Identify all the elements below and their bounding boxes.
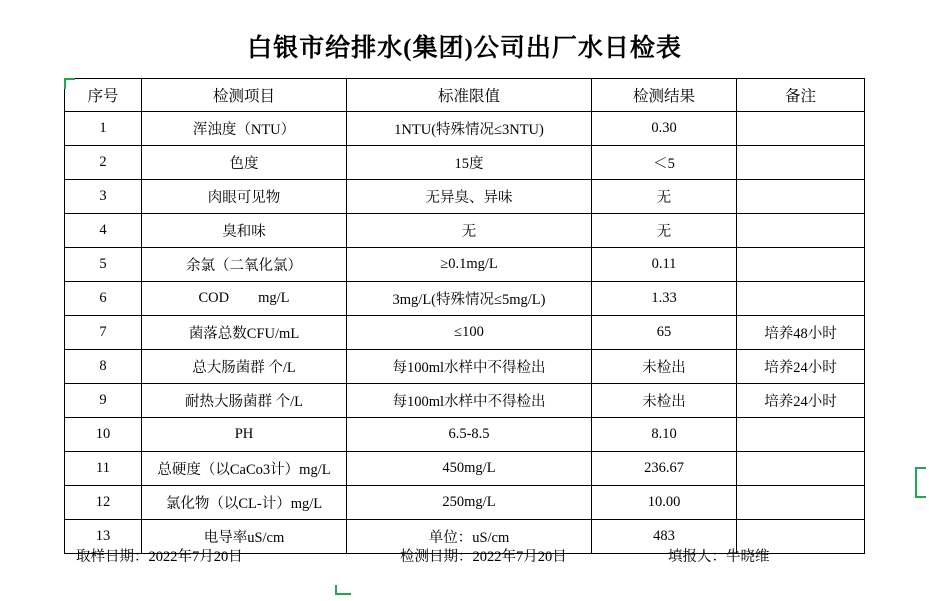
crop-mark-right — [915, 467, 926, 498]
cell-limit: 3mg/L(特殊情况≤5mg/L) — [347, 282, 592, 316]
table-row — [65, 282, 865, 316]
cell-note — [737, 214, 865, 248]
cell-note — [737, 452, 865, 486]
filler-name-label: 填报人：牛晓维 — [668, 549, 770, 565]
cell-limit: 无异臭、异味 — [347, 180, 592, 214]
cell-item-text: 总大肠菌群 个/L — [192, 360, 296, 376]
table-row — [65, 180, 865, 214]
table-row — [65, 384, 865, 418]
cell-note — [737, 248, 865, 282]
cell-result: ＜5 — [592, 146, 737, 180]
cell-result: 0.30 — [592, 112, 737, 146]
cell-limit: 6.5-8.5 — [347, 418, 592, 452]
crop-mark-bottom — [335, 585, 351, 595]
cell-note — [737, 112, 865, 146]
cell-result: 65 — [592, 316, 737, 350]
cell-item — [142, 418, 347, 452]
water-quality-report-table — [64, 78, 865, 554]
cell-limit: 250mg/L — [347, 486, 592, 520]
cell-item-text: COD mg/L — [198, 290, 290, 306]
cell-limit: 无 — [347, 214, 592, 248]
table-row — [65, 214, 865, 248]
cell-no: 6 — [65, 282, 142, 316]
cell-item — [142, 214, 347, 248]
cell-item-text: 臭和味 — [222, 224, 266, 240]
cell-item — [142, 180, 347, 214]
cell-item — [142, 486, 347, 520]
cell-limit: ≤100 — [347, 316, 592, 350]
sample-date-label: 取样日期：2022年7月20日 — [76, 549, 243, 565]
cell-note — [737, 146, 865, 180]
cell-item — [142, 146, 347, 180]
cell-item-text: 菌落总数CFU/mL — [188, 326, 300, 342]
cell-limit: 每100ml水样中不得检出 — [347, 350, 592, 384]
cell-no: 8 — [65, 350, 142, 384]
cell-result: 1.33 — [592, 282, 737, 316]
cell-item — [142, 452, 347, 486]
cell-limit: ≥0.1mg/L — [347, 248, 592, 282]
cell-result: 未检出 — [592, 350, 737, 384]
cell-no: 10 — [65, 418, 142, 452]
cell-limit: 15度 — [347, 146, 592, 180]
cell-note: 培养48小时 — [737, 316, 865, 350]
test-date-label: 检测日期：2022年7月20日 — [400, 549, 567, 565]
cell-item-text: 浑浊度（NTU） — [192, 122, 296, 138]
cell-no: 7 — [65, 316, 142, 350]
table-row — [65, 248, 865, 282]
page-title: 白银市给排水(集团)公司出厂水日检表 — [247, 35, 682, 62]
cell-result: 10.00 — [592, 486, 737, 520]
cell-no: 1 — [65, 112, 142, 146]
cell-note — [737, 486, 865, 520]
cell-item-text: PH — [234, 426, 254, 442]
column-header-item: 检测项目 — [142, 79, 347, 112]
cell-result: 8.10 — [592, 418, 737, 452]
cell-item-text: 总硬度（以CaCo3计）mg/L — [157, 462, 331, 478]
cell-no: 13 — [65, 520, 142, 554]
cell-result: 未检出 — [592, 384, 737, 418]
cell-item-text: 色度 — [229, 156, 259, 172]
cell-item — [142, 384, 347, 418]
cell-note — [737, 418, 865, 452]
table-row — [65, 418, 865, 452]
cell-no: 12 — [65, 486, 142, 520]
cell-item-text: 耐热大肠菌群 个/L — [184, 394, 303, 410]
cell-note: 培养24小时 — [737, 384, 865, 418]
column-header-result: 检测结果 — [592, 79, 737, 112]
column-header-note: 备注 — [737, 79, 865, 112]
table-row — [65, 452, 865, 486]
cell-no: 2 — [65, 146, 142, 180]
cell-item — [142, 316, 347, 350]
table-header-row — [65, 79, 865, 112]
cell-result: 无 — [592, 214, 737, 248]
table-row — [65, 316, 865, 350]
cell-item — [142, 248, 347, 282]
cell-no: 11 — [65, 452, 142, 486]
crop-mark-top-left — [64, 78, 75, 89]
footer — [64, 545, 864, 569]
cell-limit: 450mg/L — [347, 452, 592, 486]
cell-result: 483 — [592, 520, 737, 554]
cell-item-text: 电导率uS/cm — [203, 530, 285, 546]
cell-note — [737, 180, 865, 214]
cell-note: 培养24小时 — [737, 350, 865, 384]
cell-no: 4 — [65, 214, 142, 248]
cell-item — [142, 282, 347, 316]
cell-result: 236.67 — [592, 452, 737, 486]
cell-item-text: 肉眼可见物 — [207, 190, 281, 206]
cell-result: 0.11 — [592, 248, 737, 282]
cell-item — [142, 350, 347, 384]
cell-no: 9 — [65, 384, 142, 418]
cell-item-text: 氯化物（以CL-计）mg/L — [165, 496, 323, 512]
cell-result: 无 — [592, 180, 737, 214]
cell-limit: 每100ml水样中不得检出 — [347, 384, 592, 418]
table-row — [65, 486, 865, 520]
table-row — [65, 350, 865, 384]
table-row — [65, 146, 865, 180]
table-row — [65, 112, 865, 146]
cell-limit: 1NTU(特殊情况≤3NTU) — [347, 112, 592, 146]
cell-no: 3 — [65, 180, 142, 214]
cell-no: 5 — [65, 248, 142, 282]
cell-item — [142, 112, 347, 146]
column-header-limit: 标准限值 — [347, 79, 592, 112]
cell-item-text: 余氯（二氧化氯） — [186, 258, 302, 274]
column-header-no: 序号 — [65, 79, 142, 112]
cell-note — [737, 282, 865, 316]
cell-limit: 单位：uS/cm — [347, 520, 592, 554]
